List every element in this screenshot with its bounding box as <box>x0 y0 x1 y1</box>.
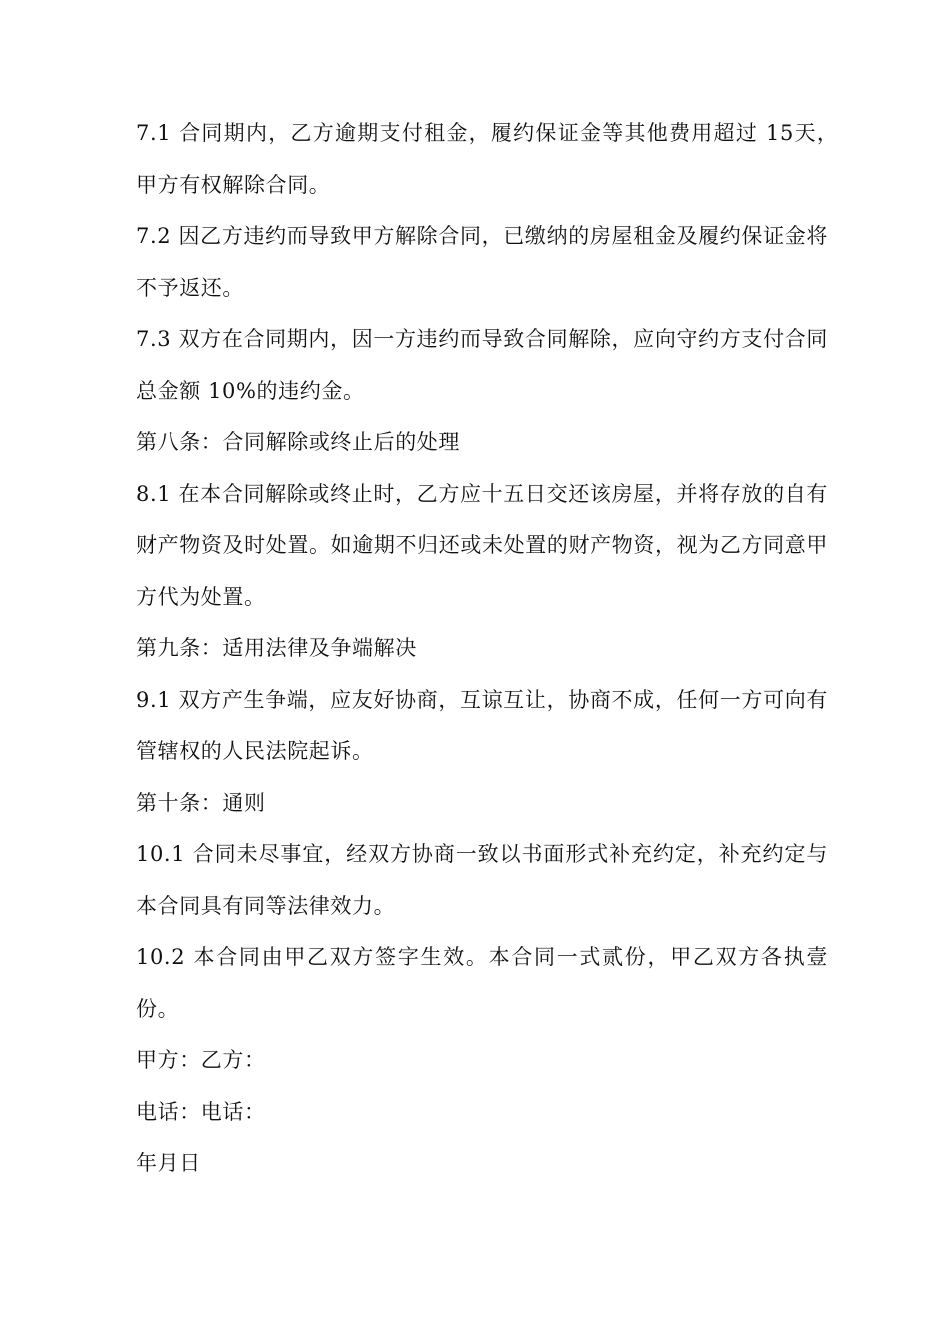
signature-date-line: 年月日 <box>136 1151 201 1175</box>
contract-body <box>136 108 850 1190</box>
clause-7-3: 7.3 双方在合同期内，因一方违约而导致合同解除，应向守约方支付合同总金额 10%的违约金。 <box>136 327 828 403</box>
clause-10-1: 10.1 合同未尽事宜，经双方协商一致以书面形式补充约定，补充约定与本合同具有同等法律效力。 <box>136 842 828 918</box>
clause-7-1: 7.1 合同期内，乙方逾期支付租金，履约保证金等其他费用超过 15天， 甲方有权解除合同。 <box>136 121 850 197</box>
article-8-heading: 第八条：合同解除或终止后的处理 <box>136 430 460 454</box>
clause-10-2: 10.2 本合同由甲乙双方签字生效。本合同一式贰份，甲乙双方各执壹份。 <box>136 945 828 1021</box>
signature-party-line: 甲方：乙方： <box>136 1048 266 1072</box>
clause-7-2: 7.2 因乙方违约而导致甲方解除合同，已缴纳的房屋租金及履约保证金将不予返还。 <box>136 224 828 300</box>
signature-phone-line: 电话：电话： <box>136 1099 266 1124</box>
clause-8-1: 8.1 在本合同解除或终止时，乙方应十五日交还该房屋，并将存放的自有财产物资及时处置。如逾期不归还或未处置的财产物资，视为乙方同意甲方代为处置。 <box>136 481 828 609</box>
article-9-heading: 第九条：适用法律及争端解决 <box>136 636 417 660</box>
article-10-heading: 第十条：通则 <box>136 790 266 815</box>
clause-9-1: 9.1 双方产生争端，应友好协商，互谅互让，协商不成，任何一方可向有管辖权的人民法院起诉。 <box>136 687 828 763</box>
